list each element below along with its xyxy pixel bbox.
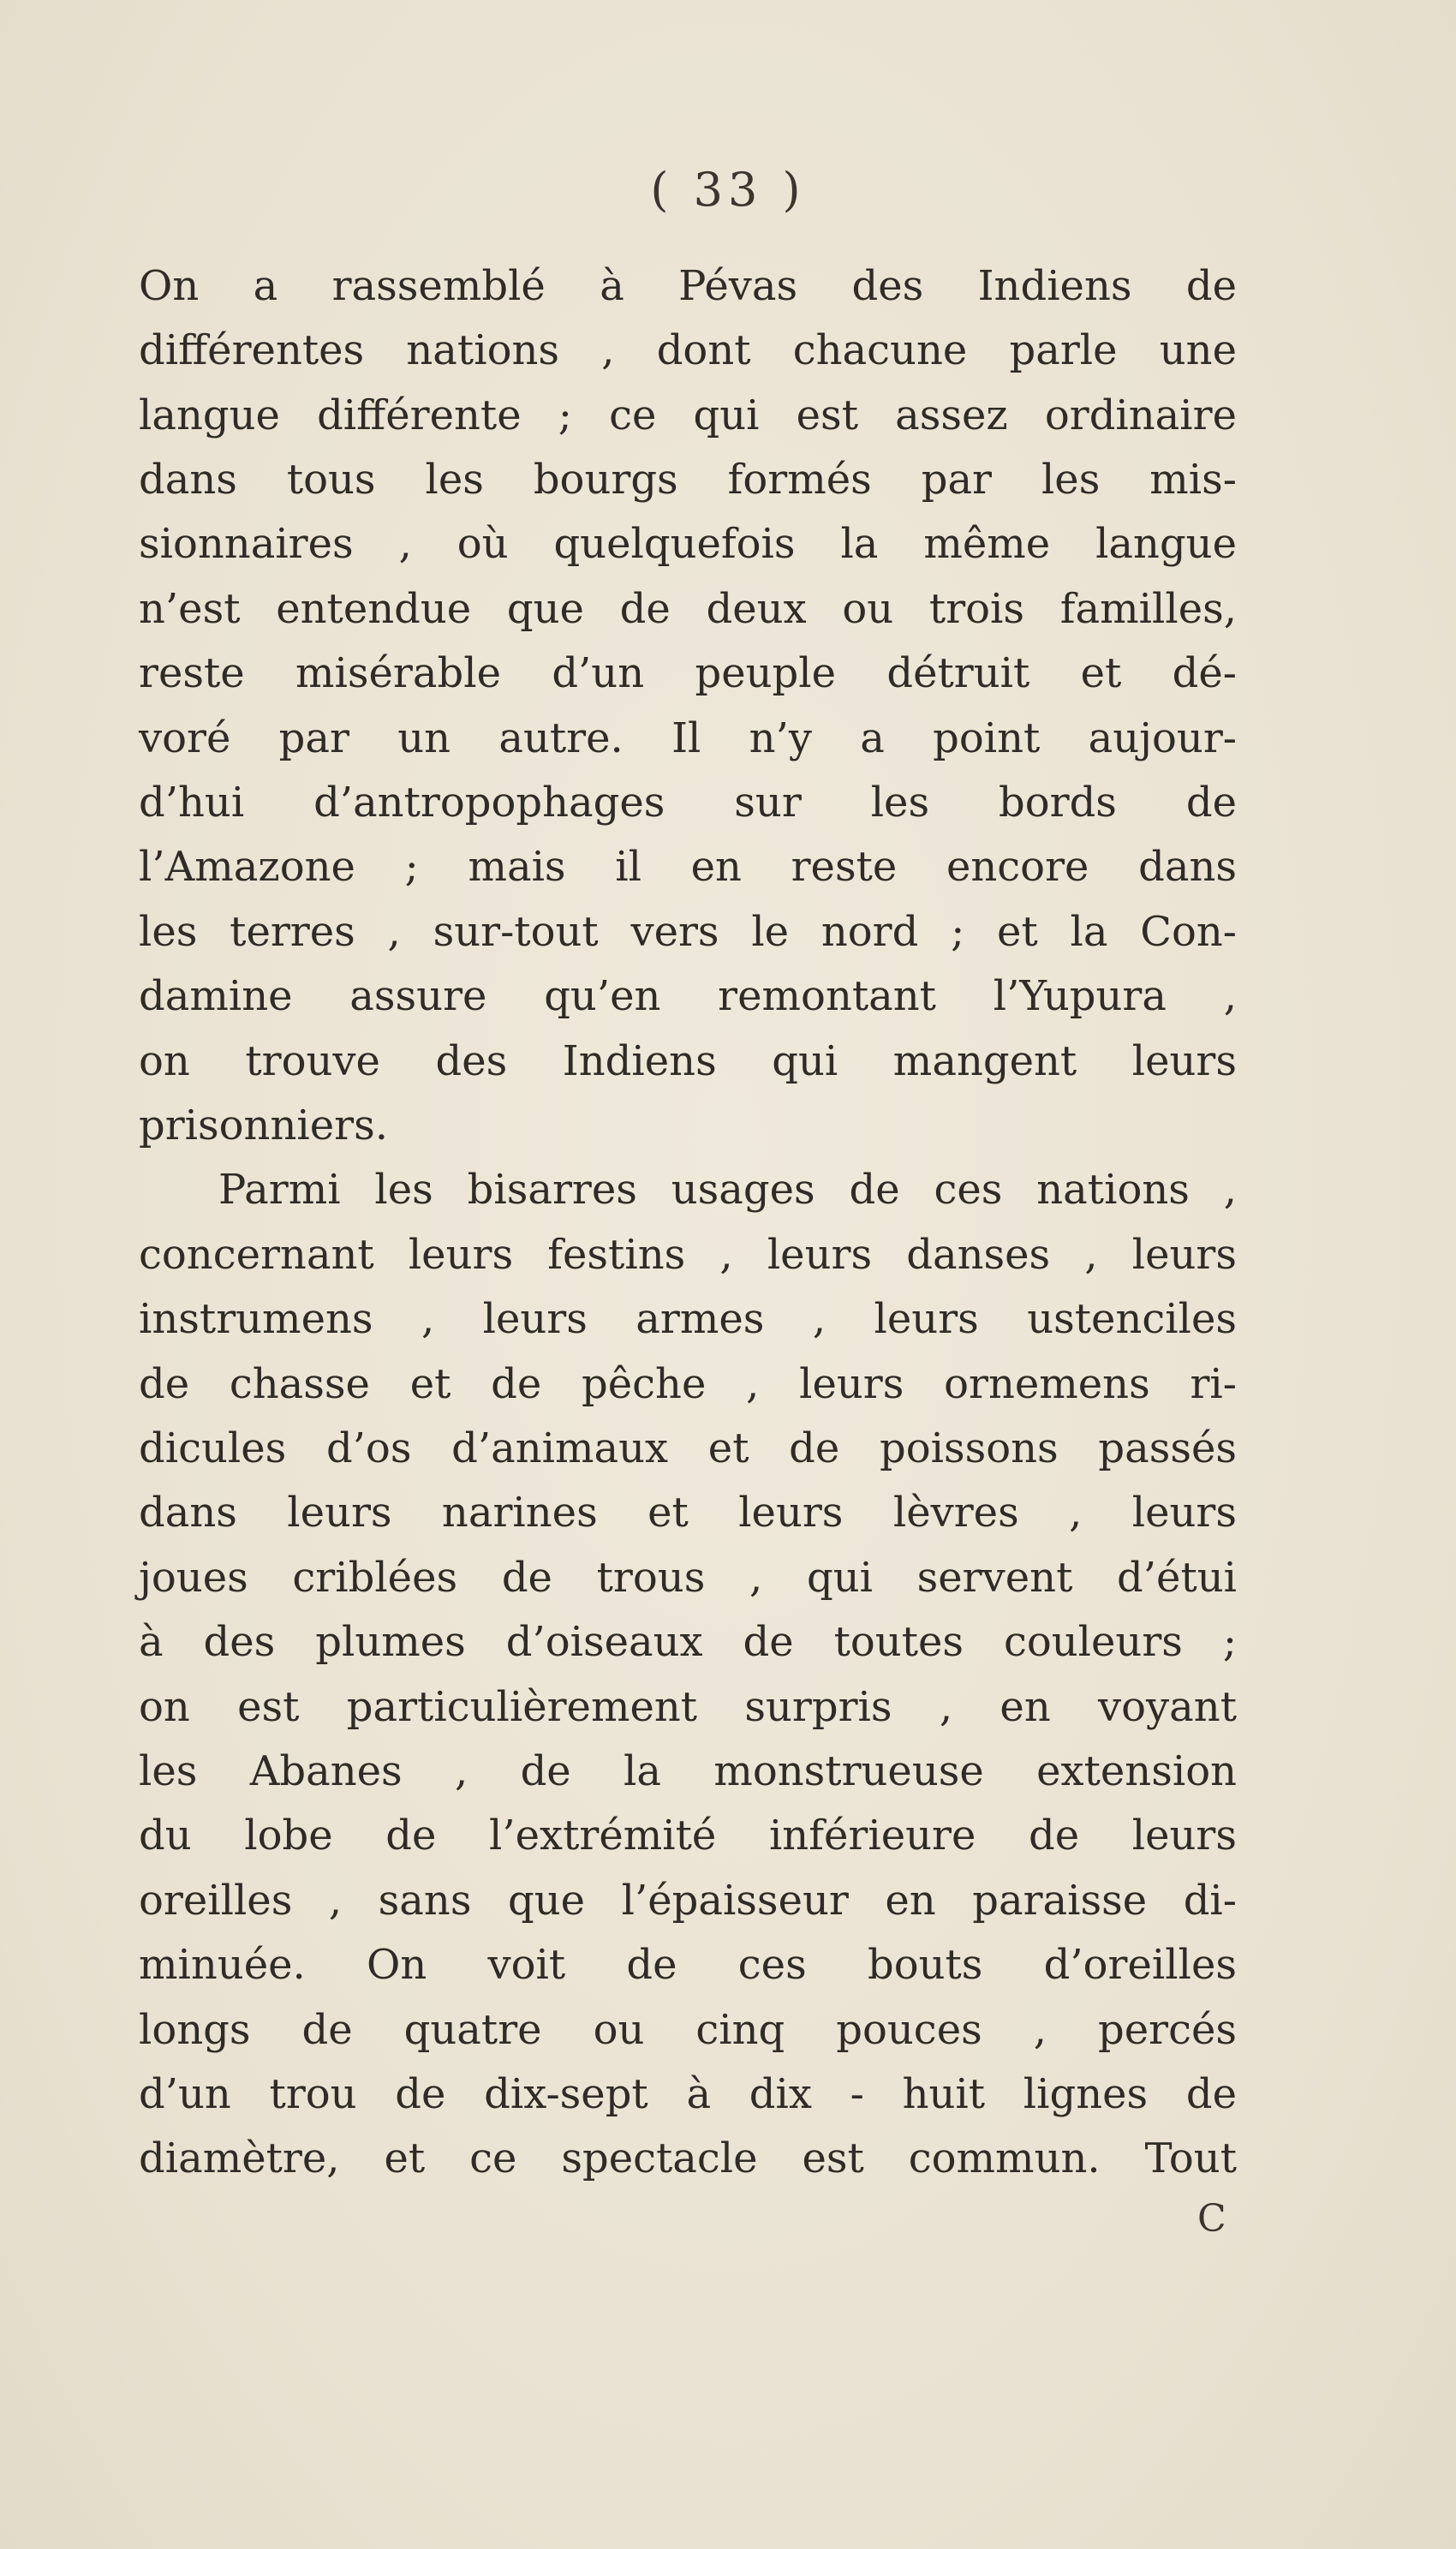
text-line: dans leurs narines et leurs lèvres , leurs [139, 1489, 1237, 1537]
text-line: dicules d’os d’animaux et de poissons passés [139, 1424, 1237, 1472]
text-line: On a rassemblé à Pévas des Indiens de [139, 262, 1237, 310]
text-line: joues criblées de trous , qui servent d’étui [139, 1554, 1237, 1602]
text-line: langue différente ; ce qui est assez ordinaire [139, 391, 1237, 439]
text-line: d’un trou de dix-sept à dix - huit lignes de [139, 2070, 1237, 2118]
text-line: on trouve des Indiens qui mangent leurs [139, 1037, 1237, 1085]
text-line: voré par un autre. Il n’y a point aujour- [139, 714, 1237, 762]
text-line: prisonniers. [139, 1101, 388, 1149]
text-line: les terres , sur-tout vers le nord ; et la Con- [139, 908, 1237, 956]
text-line: les Abanes , de la monstrueuse extension [139, 1747, 1237, 1795]
text-line: d’hui d’antropophages sur les bords de [139, 779, 1237, 827]
text-line: l’Amazone ; mais il en reste encore dans [139, 843, 1237, 891]
paragraph-start-line: Parmi les bisarres usages de ces nations , [218, 1166, 1237, 1214]
text-line: longs de quatre ou cinq pouces , percés [139, 2006, 1237, 2054]
text-line: on est particulièrement surpris , en voyant [139, 1683, 1237, 1731]
page-number: ( 33 ) [650, 163, 806, 217]
text-line: dans tous les bourgs formés par les mis- [139, 456, 1237, 504]
text-line: minuée. On voit de ces bouts d’oreilles [139, 1941, 1237, 1989]
text-line: instrumens , leurs armes , leurs ustenciles [139, 1295, 1237, 1343]
text-line: du lobe de l’extrémité inférieure de leurs [139, 1812, 1237, 1860]
text-line: différentes nations , dont chacune parle une [139, 326, 1237, 374]
text-line: à des plumes d’oiseaux de toutes couleurs ; [139, 1618, 1237, 1666]
text-line: de chasse et de pêche , leurs ornemens ri- [139, 1360, 1237, 1408]
text-line: oreilles , sans que l’épaisseur en paraisse di- [139, 1877, 1237, 1925]
text-line: n’est entendue que de deux ou trois familles, [139, 585, 1237, 633]
text-line: diamètre, et ce spectacle est commun. Tout [139, 2134, 1237, 2182]
text-line: sionnaires , où quelquefois la même langue [139, 520, 1237, 568]
text-line: damine assure qu’en remontant l’Yupura , [139, 972, 1237, 1020]
text-line: concernant leurs festins , leurs danses , leurs [139, 1231, 1237, 1279]
signature-mark: C [1197, 2197, 1226, 2241]
text-line: reste misérable d’un peuple détruit et dé- [139, 649, 1237, 697]
